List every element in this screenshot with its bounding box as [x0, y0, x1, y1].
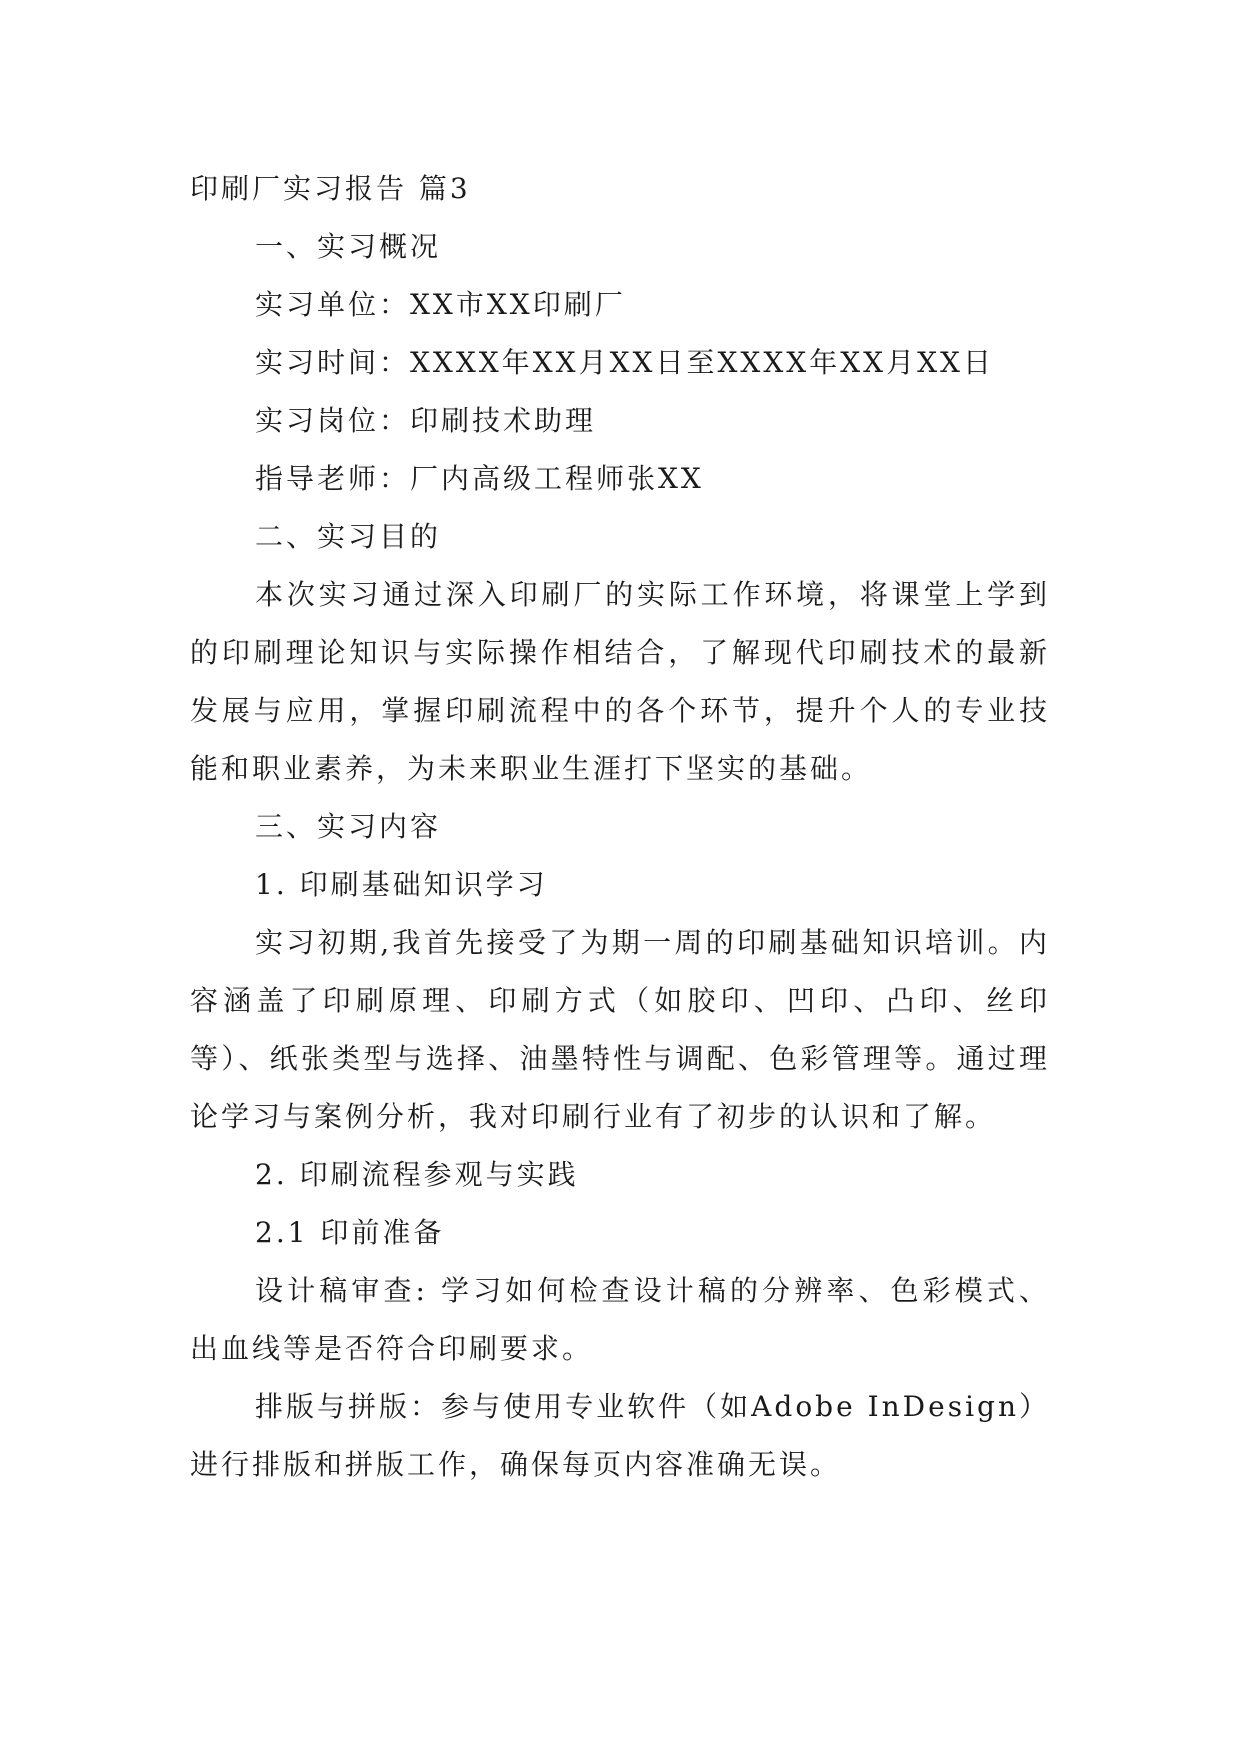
basics-paragraph: 实习初期,我首先接受了为期一周的印刷基础知识培训。内容涵盖了印刷原理、印刷方式（如胶印、凹印、凸印、丝印等）、纸张类型与选择、油墨特性与调配、色彩管理等。通过理论学习与案例分析，我对印刷行业有了初步的认识和了解。	[190, 926, 1050, 1133]
section-heading-purpose: 二、实习目的	[255, 520, 442, 553]
layout-imposition-paragraph: 排版与拼版：参与使用专业软件（如Adobe InDesign）进行排版和拼版工作，确保每页内容准确无误。	[190, 1390, 1050, 1481]
internship-mentor: 指导老师：厂内高级工程师张XX	[255, 462, 704, 495]
subheading-process: 2. 印刷流程参观与实践	[255, 1158, 579, 1191]
subheading-prepress: 2.1 印前准备	[255, 1216, 445, 1249]
document-title: 印刷厂实习报告 篇3	[190, 172, 471, 205]
purpose-paragraph: 本次实习通过深入印刷厂的实际工作环境，将课堂上学到的印刷理论知识与实际操作相结合，了解现代印刷技术的最新发展与应用，掌握印刷流程中的各个环节，提升个人的专业技能和职业素养，为未来职业生涯打下坚实的基础。	[190, 578, 1050, 785]
document-body	[190, 160, 1050, 1494]
internship-unit: 实习单位：XX市XX印刷厂	[255, 288, 626, 321]
section-heading-content: 三、实习内容	[255, 810, 442, 843]
design-review-paragraph: 设计稿审查: 学习如何检查设计稿的分辨率、色彩模式、出血线等是否符合印刷要求。	[190, 1274, 1050, 1365]
internship-position: 实习岗位：印刷技术助理	[255, 404, 597, 437]
internship-time: 实习时间：XXXX年XX月XX日至XXXX年XX月XX日	[255, 346, 994, 379]
subheading-basics: 1. 印刷基础知识学习	[255, 868, 548, 901]
section-heading-overview: 一、实习概况	[255, 230, 442, 263]
